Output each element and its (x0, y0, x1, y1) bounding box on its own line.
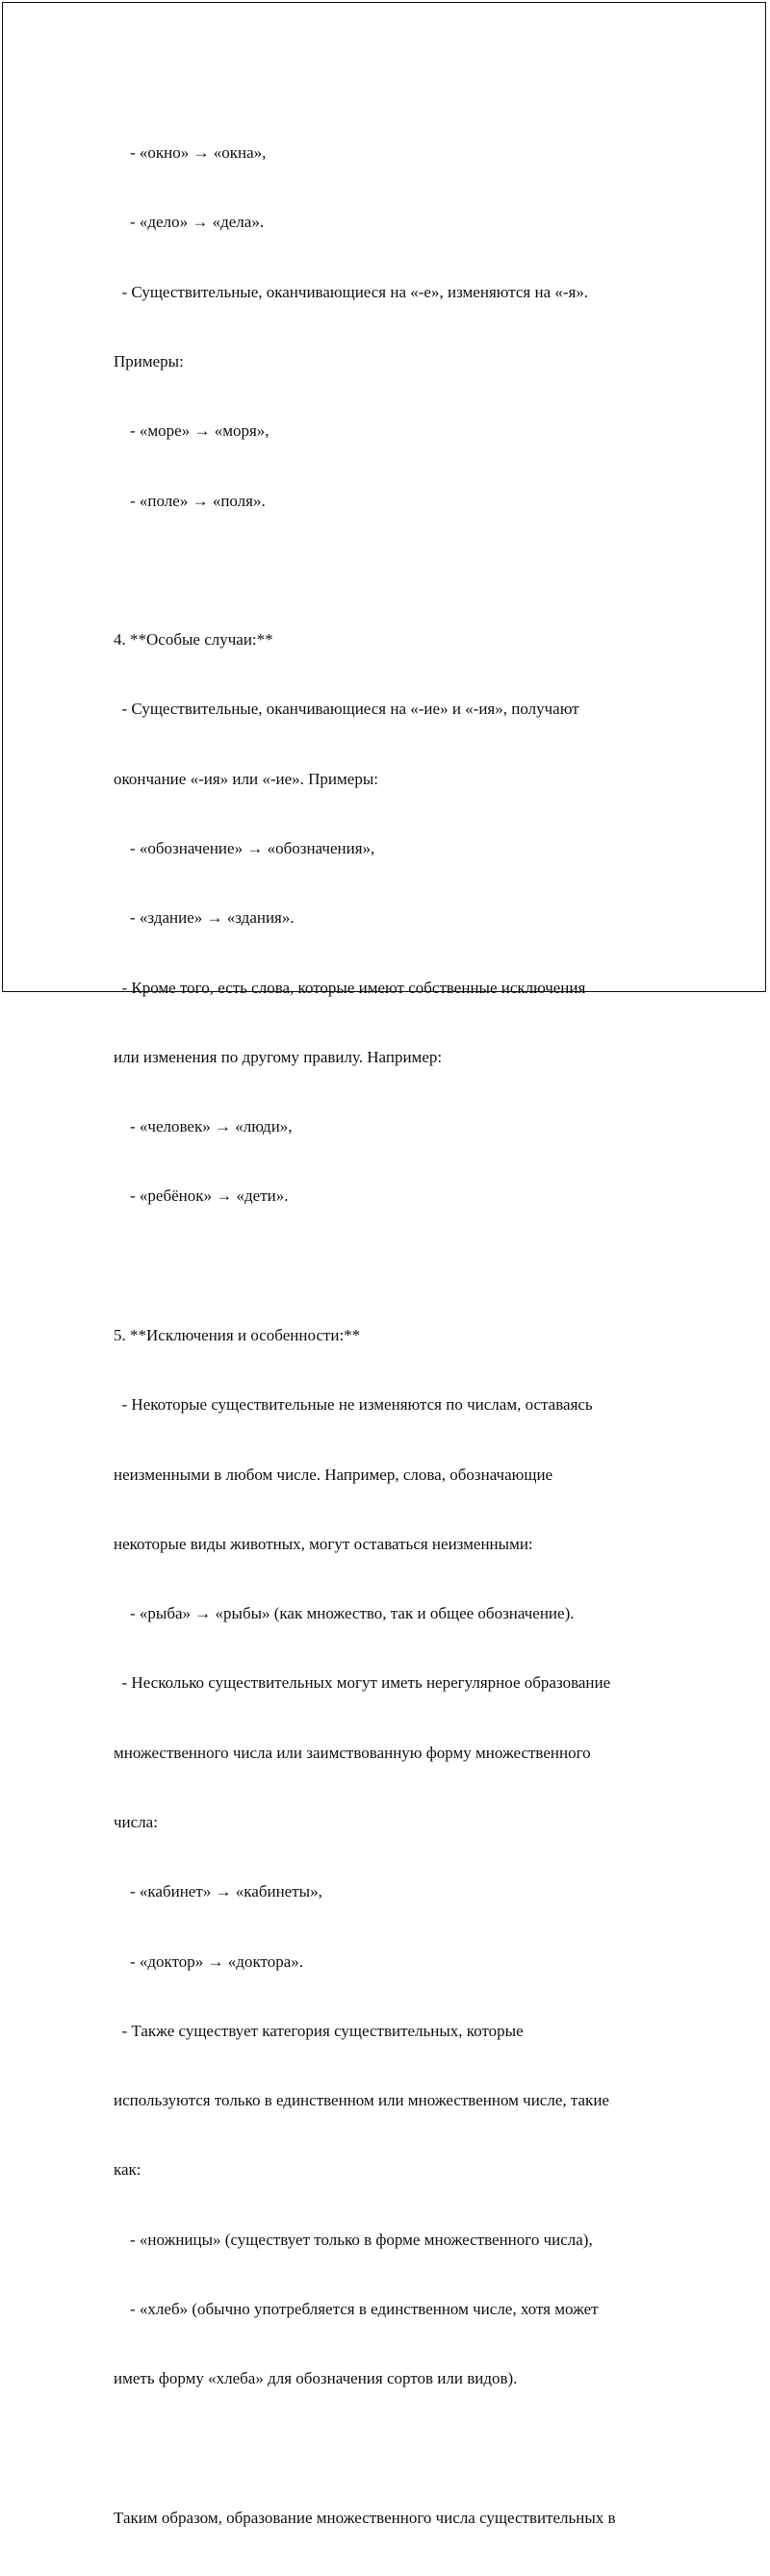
text-line: - Некоторые существительные не изменяются по числам, оставаясь (114, 1395, 593, 1415)
text-line: - Существительные, оканчивающиеся на «-е», изменяются на «-я». (114, 282, 589, 301)
text-line: или изменения по другому правилу. Например: (114, 1047, 443, 1066)
text-line: окончание «-ия» или «-ие». Примеры: (114, 769, 378, 788)
text-line: - «море» → «моря», (114, 421, 270, 441)
document-page (2, 2, 766, 2527)
text-line: - «ножницы» (существует только в форме множественного числа), (114, 2230, 593, 2249)
text-line: множественного числа или заимствованную форму множественного (114, 1743, 591, 1762)
text-line: неизменными в любом числе. Например, слова, обозначающие (114, 1465, 553, 1484)
text-line: Примеры: (114, 352, 184, 371)
text-line: - «рыба» → «рыбы» (как множество, так и общее обозначение). (114, 1604, 575, 1623)
section-heading-5: 5. **Исключения и особенности:** (114, 1325, 361, 1344)
text-line: - «человек» → «люди», (114, 1117, 293, 1136)
text-line: - Существительные, оканчивающиеся на «-ие» и «-ия», получают (114, 700, 579, 719)
text-line: - «дело» → «дела». (114, 213, 265, 232)
document-text (114, 95, 691, 2576)
text-line: - Также существует категория существительных, которые (114, 2021, 524, 2040)
text-line: - «поле» → «поля». (114, 491, 266, 510)
text-line: иметь форму «хлеба» для обозначения сортов или видов). (114, 2369, 518, 2388)
text-line: используются только в единственном или множественном числе, такие (114, 2091, 609, 2110)
section-heading-4: 4. **Особые случаи:** (114, 630, 273, 650)
text-line: - «ребёнок» → «дети». (114, 1186, 289, 1206)
text-line: - «здание» → «здания». (114, 908, 295, 928)
text-line: - «кабинет» → «кабинеты», (114, 1882, 322, 1901)
blank-line (114, 1255, 691, 1278)
text-line: - «окно» → «окна», (114, 143, 267, 163)
text-line: - Несколько существительных могут иметь нерегулярное образование (114, 1673, 611, 1693)
text-line: как: (114, 2160, 141, 2180)
blank-line (114, 559, 691, 582)
text-line: - «доктор» → «доктора». (114, 1951, 303, 1971)
text-line: Таким образом, образование множественного числа существительных в (114, 2508, 616, 2527)
text-line: числа: (114, 1812, 158, 1831)
text-line: некоторые виды животных, могут оставаться неизменными: (114, 1534, 533, 1553)
text-line: - Кроме того, есть слова, которые имеют собственные исключения (114, 978, 586, 997)
blank-line (114, 2436, 691, 2460)
text-line: - «обозначение» → «обозначения», (114, 839, 375, 857)
text-line: - «хлеб» (обычно употребляется в единственном числе, хотя может (114, 2299, 599, 2318)
